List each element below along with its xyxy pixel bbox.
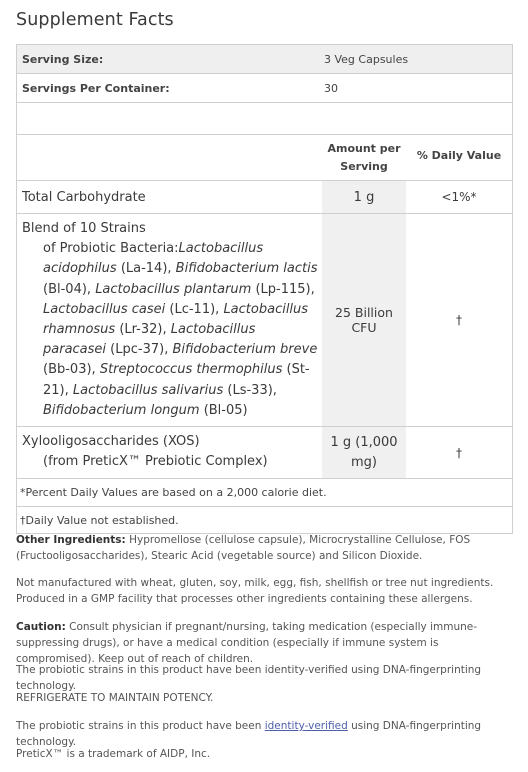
blend-prefix: of Probiotic Bacteria: <box>43 241 179 257</box>
strain-species: Lactobacillus plantarum <box>95 281 252 297</box>
nutrient-amount: 1 g <box>322 181 406 213</box>
caution-statement <box>16 619 516 667</box>
strain-species: Lactobacillus rhamnosus <box>43 301 309 338</box>
nutrient-amount <box>322 427 406 478</box>
strain-code: (Ls-33) <box>227 382 273 398</box>
strain-species: Bifidobacterium breve <box>172 342 318 358</box>
nutrient-amount: 25 Billion CFU <box>322 214 406 426</box>
strain-code: (Lp-115) <box>255 281 311 297</box>
header-amount-line1: Amount per <box>327 142 401 155</box>
table-header <box>17 135 512 181</box>
serving-size-label: Serving Size: <box>22 52 104 66</box>
servings-per-container-row <box>17 74 512 103</box>
supplement-facts-table <box>16 44 513 534</box>
servings-per-container-value: 30 <box>324 81 338 95</box>
nutrient-daily-value: † <box>456 445 462 460</box>
spacer <box>17 103 512 135</box>
xos-amount-line1: 1 g (1,000 <box>330 434 398 450</box>
xos-amount-line2: mg) <box>350 454 377 470</box>
identity-verified-link[interactable]: identity-verified <box>264 720 348 732</box>
strain-species: Bifidobacterium longum <box>43 402 200 418</box>
verification-text-before: The probiotic strains in this product have been <box>16 720 265 732</box>
strain-species: Lactobacillus salivarius <box>72 382 224 398</box>
nutrient-daily-value: † <box>456 313 462 327</box>
strain-code: (Lc-11) <box>169 301 216 317</box>
other-ingredients-text: Hypromellose (cellulose capsule), Microcrystalline Cellulose, FOS (Fructooligosaccharides), Stearic Acid (vegetable source) and Silicon Dioxide. <box>16 534 471 562</box>
caution-label: Caution: <box>16 621 66 633</box>
other-ingredients <box>16 532 516 564</box>
nutrient-name <box>17 214 322 426</box>
strain-code: (Bb-03) <box>43 362 92 378</box>
servings-per-container-label: Servings Per Container: <box>22 81 170 95</box>
serving-size-row <box>17 45 512 74</box>
strain-code: (St-21) <box>43 362 310 398</box>
header-amount-line2: Serving <box>340 160 388 173</box>
strain-species: Bifidobacterium lactis <box>175 261 318 277</box>
strain-code: (Lr-32) <box>119 322 163 338</box>
dagger-note: †Daily Value not established. <box>20 513 179 527</box>
verification-text-after: using DNA-fingerprinting technology. <box>16 720 482 748</box>
strain-list: of Probiotic Bacteria:Lactobacillus acidophilus (La-14), Bifidobacterium lactis (Bl-04), Lactobacillus plantarum (Lp-115), Lactobacillus casei (Lc-11), Lactobacillus rhamnosus (Lr-32), Lactobacillus paracasei (Lpc-37), Bifidobacterium breve (Bb-03), Streptococcus thermophilus (St-21), Lactobacillus salivarius (Ls-33), Bifidobacterium longum (Bl-05) <box>43 241 318 418</box>
strain-species: Streptococcus thermophilus <box>99 362 283 378</box>
header-daily-value: % Daily Value <box>416 149 502 162</box>
percent-daily-note: *Percent Daily Values are based on a 2,000 calorie diet. <box>17 479 512 507</box>
strain-species: Lactobacillus acidophilus <box>43 241 264 277</box>
nutrient-name: Total Carbohydrate <box>22 189 146 205</box>
table-row <box>17 214 512 427</box>
strain-code: (La-14) <box>120 261 168 277</box>
refrigerate-notice: REFRIGERATE TO MAINTAIN POTENCY. <box>16 692 214 704</box>
strain-species: Lactobacillus paracasei <box>43 322 256 358</box>
nutrient-name <box>17 427 322 478</box>
caution-text: Consult physician if pregnant/nursing, taking medication (especially immune-suppressing drugs), or have a medical condition (especially if immune system is compromised). Keep out of reach of children. <box>16 621 478 665</box>
page-title: Supplement Facts <box>16 10 174 30</box>
strain-code: (Bl-05) <box>203 402 248 418</box>
strain-code: (Bl-04) <box>43 281 87 297</box>
other-ingredients-label: Other Ingredients: <box>16 534 126 546</box>
xos-name: Xylooligosaccharides (XOS) <box>22 434 200 449</box>
header-amount <box>322 135 406 180</box>
table-row <box>17 427 512 479</box>
serving-size-value: 3 Veg Capsules <box>324 52 409 66</box>
strain-species: Lactobacillus casei <box>43 301 166 317</box>
verification-statement: The probiotic strains in this product have been identity-verified using DNA-fingerprinting technology. <box>16 664 482 692</box>
table-row <box>17 181 512 214</box>
blend-title: Blend of 10 Strains <box>22 221 146 236</box>
header-blank <box>17 135 322 180</box>
strain-code: (Lpc-37) <box>110 342 165 358</box>
nutrient-daily-value: <1%* <box>441 190 477 204</box>
xos-source: (from PreticX™ Prebiotic Complex) <box>43 454 268 469</box>
trademark-notice: PreticX™ is a trademark of AIDP, Inc. <box>16 748 211 760</box>
allergen-statement: Not manufactured with wheat, gluten, soy, milk, egg, fish, shellfish or tree nut ingredients. Produced in a GMP facility that processes other ingredients containing these allergens. <box>16 577 494 605</box>
